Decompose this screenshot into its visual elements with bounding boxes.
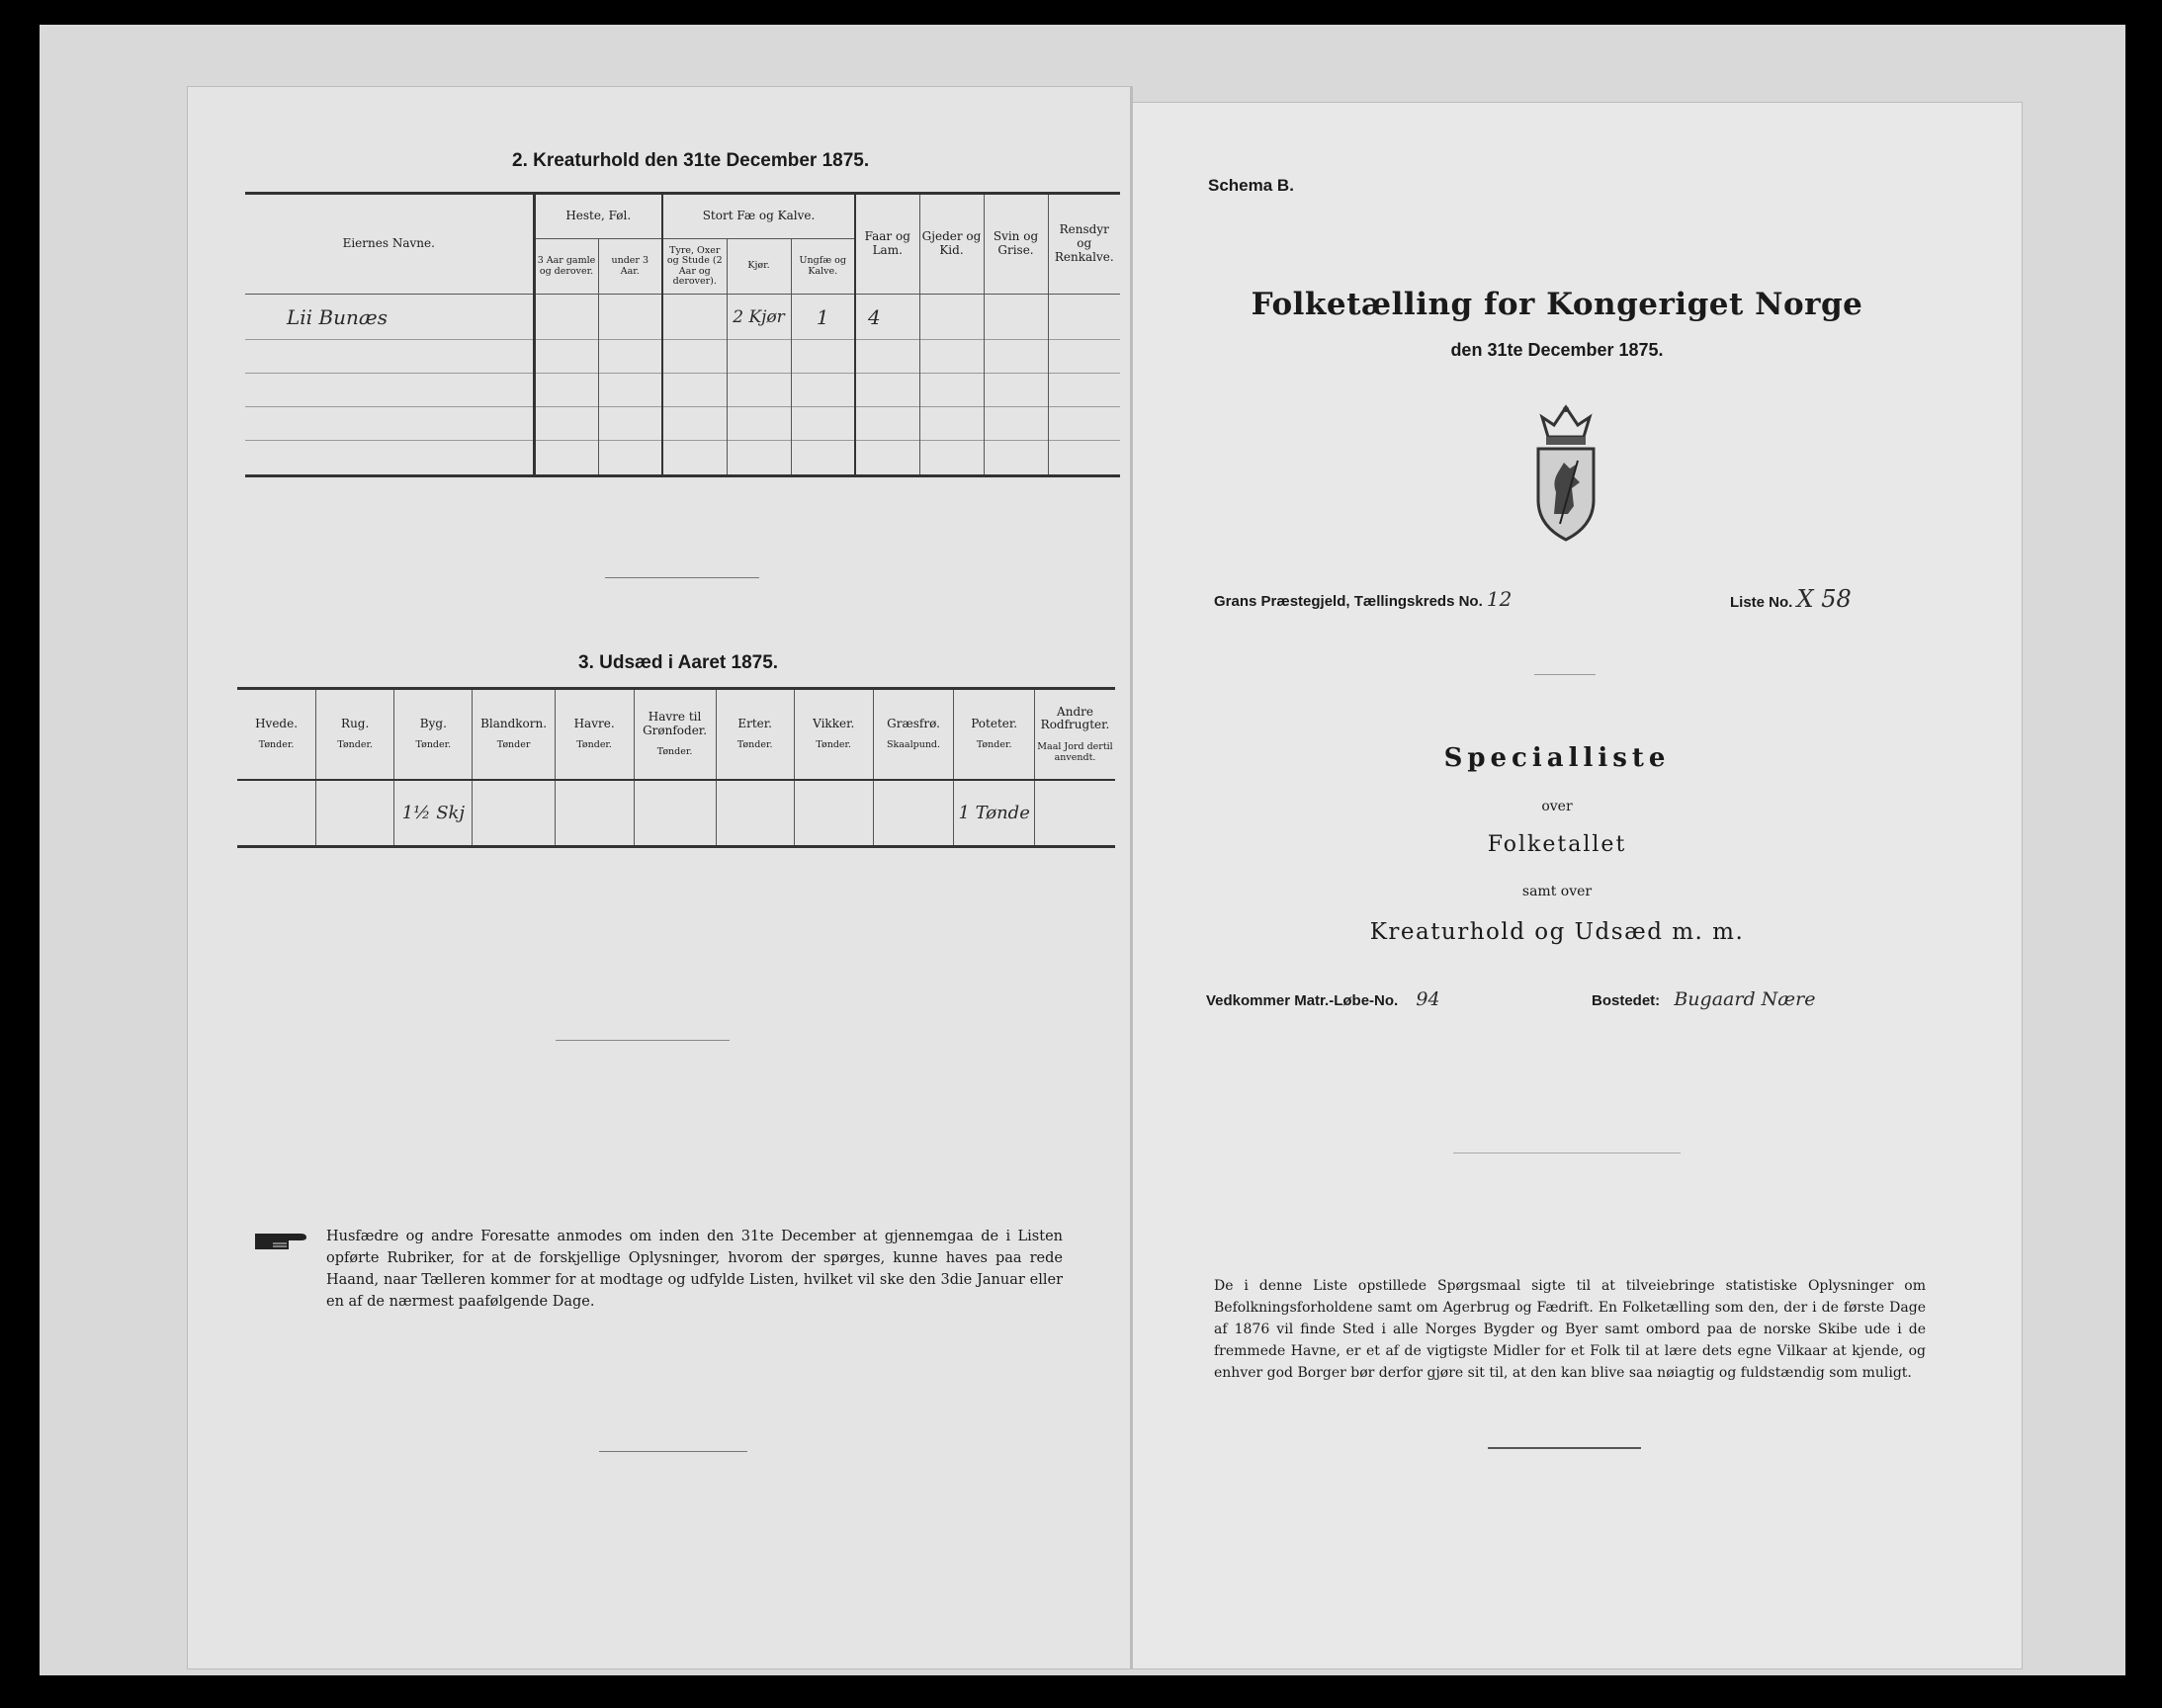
- sowing-column-unit: Tønder.: [976, 739, 1012, 751]
- sowing-column-unit: Maal Jord dertil anvendt.: [1037, 741, 1113, 763]
- sowing-column-name: Vikker.: [813, 716, 855, 730]
- divider-line: [1488, 1447, 1641, 1449]
- sowing-value-5: [634, 780, 716, 847]
- sowing-value-3: [473, 780, 555, 847]
- norway-coat-of-arms-icon: [1530, 403, 1601, 544]
- sowing-column-unit: Tønder.: [816, 739, 852, 751]
- table-row: [245, 340, 1120, 374]
- matr-no: 94: [1416, 988, 1440, 1010]
- table-row: [245, 441, 1120, 476]
- header-heste-under3: under 3 Aar.: [598, 239, 662, 295]
- sowing-column-name: Havre til Grønfoder.: [643, 709, 708, 737]
- header-ungfae: Ungfæ og Kalve.: [791, 239, 855, 295]
- cell-tyre: [662, 295, 727, 340]
- sowing-value-0: [237, 780, 316, 847]
- sowing-column-name: Blandkorn.: [480, 716, 548, 730]
- sowing-column-name: Poteter.: [971, 716, 1018, 730]
- pointing-hand-icon: [253, 1228, 312, 1253]
- sowing-column-name: Hvede.: [255, 716, 299, 730]
- bosted-value: Bugaard Nære: [1674, 988, 1816, 1010]
- sowing-header-9: [954, 689, 1035, 780]
- bosted-label: Bostedet:: [1592, 992, 1661, 1009]
- sowing-header-8: [873, 689, 954, 780]
- sowing-column-unit: Tønder.: [576, 739, 612, 751]
- sowing-value-7: [794, 780, 873, 847]
- notice-text: Husfædre og andre Foresatte anmodes om inden den 31te December at gjennemgaa de i Listen opførte Rubriker, for at de forskjellige Oplysninger, hvorom der spørges, kunne haves paa rede Haand, naar Tælleren kommer for at modtage og udfylde Listen, hvilket vil ske den 3die Januar eller en af de nærmest paafølgende Dage.: [326, 1229, 1063, 1310]
- header-rensdyr: Rensdyr og Renkalve.: [1048, 194, 1120, 295]
- table-row: [245, 407, 1120, 441]
- cell-gjeder: [919, 295, 984, 340]
- district-no: 12: [1486, 587, 1513, 611]
- liste-label: Liste No.: [1730, 594, 1793, 611]
- cell-faar: 4: [855, 295, 919, 340]
- sowing-value-8: [873, 780, 954, 847]
- district-label: Grans Præstegjeld, Tællingskreds No.: [1214, 593, 1483, 610]
- sowing-value-9: 1 Tønde: [954, 780, 1035, 847]
- samt-over-text: samt over: [1521, 884, 1593, 899]
- liste-line: [1730, 585, 1852, 613]
- sowing-column-unit: Tønder: [496, 739, 531, 751]
- table-row: [245, 374, 1120, 407]
- special-title: Specialliste: [1443, 743, 1671, 773]
- sowing-column-name: Græsfrø.: [887, 716, 940, 730]
- kreaturhold-text: Kreaturhold og Udsæd m. m.: [1369, 919, 1745, 945]
- district-line: [1214, 587, 1512, 611]
- sowing-header-7: [794, 689, 873, 780]
- sowing-value-6: [716, 780, 794, 847]
- sowing-column-name: Havre.: [573, 716, 615, 730]
- sowing-column-unit: Tønder.: [337, 739, 374, 751]
- sowing-table: [237, 687, 1115, 848]
- sowing-header-1: [316, 689, 394, 780]
- sowing-column-unit: Tønder.: [656, 746, 693, 758]
- sowing-column-unit: Skaalpund.: [886, 739, 941, 751]
- sowing-column-name: Andre Rodfrugter.: [1040, 704, 1110, 732]
- header-kjor: Kjør.: [727, 239, 791, 295]
- over-text: over: [1541, 799, 1573, 814]
- sowing-header-5: [634, 689, 716, 780]
- matr-label: Vedkommer Matr.-Løbe-No.: [1206, 992, 1399, 1009]
- bosted-line: [1592, 988, 1815, 1010]
- divider-line: [605, 577, 759, 578]
- sowing-column-unit: Tønder.: [258, 739, 295, 751]
- section3-title: 3. Udsæd i Aaret 1875.: [578, 652, 779, 673]
- header-faar: Faar og Lam.: [855, 194, 919, 295]
- divider-line: [599, 1451, 747, 1452]
- header-heste-3aar: 3 Aar gamle og derover.: [537, 255, 596, 277]
- header-gjeder: Gjeder og Kid.: [919, 194, 984, 295]
- owner-name: Lii Bunæs: [245, 295, 534, 340]
- divider-line: [1534, 674, 1596, 675]
- folketallet-text: Folketallet: [1487, 832, 1627, 857]
- sowing-value-1: [316, 780, 394, 847]
- sowing-value-10: [1035, 780, 1115, 847]
- page-fold: [1130, 87, 1133, 1668]
- table-row: [245, 295, 1120, 340]
- sowing-header-10: [1035, 689, 1115, 780]
- sowing-column-name: Erter.: [737, 716, 772, 730]
- sowing-header-2: [394, 689, 473, 780]
- cell-ungfae: 1: [791, 295, 855, 340]
- cell-heste-3aar: [534, 295, 598, 340]
- schema-label: Schema B.: [1208, 176, 1294, 195]
- page-subtitle: den 31te December 1875.: [1450, 340, 1664, 360]
- header-stort-fae: Stort Fæ og Kalve.: [662, 194, 855, 239]
- sowing-header-3: [473, 689, 555, 780]
- sowing-column-name: Rug.: [341, 716, 370, 730]
- matr-line: [1206, 988, 1440, 1010]
- header-tyre: Tyre, Oxer og Stude (2 Aar og derover).: [662, 239, 727, 295]
- sowing-column-unit: Tønder.: [415, 739, 452, 751]
- divider-line: [556, 1040, 730, 1041]
- section2-title: 2. Kreaturhold den 31te December 1875.: [512, 150, 870, 171]
- cell-heste-under3: [598, 295, 662, 340]
- sowing-column-name: Byg.: [419, 716, 447, 730]
- sowing-value-4: [555, 780, 634, 847]
- livestock-table: [245, 192, 1120, 477]
- liste-no: X 58: [1796, 585, 1852, 613]
- header-heste: Heste, Føl.: [534, 194, 662, 239]
- sowing-column-unit: Tønder.: [736, 739, 773, 751]
- closing-text: De i denne Liste opstillede Spørgsmaal sigte til at tilveiebringe statistiske Oplysninger om Befolkningsforholdene samt om Agerbrug og Fædrift. En Folketælling som den, der i de første Dage af 1876 vil finde Sted i alle Norges Bygder og Byer samt ombord paa de norske Skibe ude i de fremmede Havne, er et af de vigtigste Midler for et Folk til at lære dets egne Vilkaar at kjende, og enhver god Borger bør derfor gjøre sit til, at den kan blive saa nøiagtig og fuldstændig som muligt.: [1214, 1278, 1926, 1381]
- cell-kjor: 2 Kjør: [727, 295, 791, 340]
- header-svin: Svin og Grise.: [984, 194, 1048, 295]
- page-title: Folketælling for Kongeriget Norge: [1251, 287, 1863, 322]
- sowing-header-0: [237, 689, 316, 780]
- cell-svin: [984, 295, 1048, 340]
- sowing-value-2: 1½ Skj: [394, 780, 473, 847]
- cell-rensdyr: [1048, 295, 1120, 340]
- sowing-header-6: [716, 689, 794, 780]
- header-owner: Eiernes Navne.: [245, 194, 534, 295]
- sowing-header-4: [555, 689, 634, 780]
